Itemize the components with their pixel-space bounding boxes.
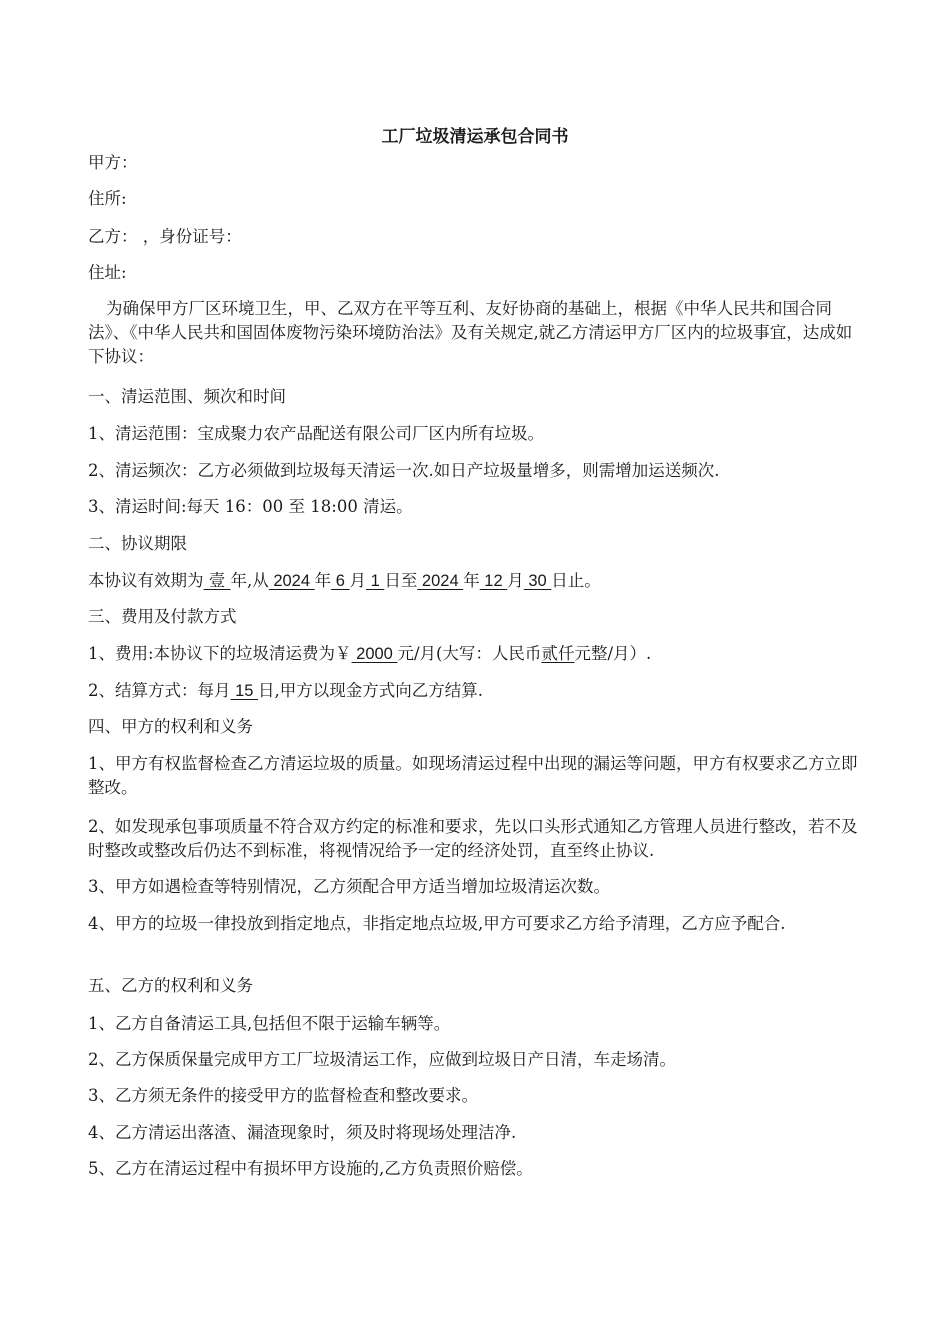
settlement-suffix: 日,甲方以现金方式向乙方结算.	[258, 681, 484, 700]
section-4-item-1: 1、甲方有权监督检查乙方清运垃圾的质量。如现场清运过程中出现的漏运等问题，甲方有权要求乙方立即整改。	[88, 754, 858, 797]
year-label-1: 年	[314, 571, 332, 590]
intro-paragraph: 为确保甲方厂区环境卫生，甲、乙双方在平等互利、友好协商的基础上，根据《中华人民共和国合同法》、《中华人民共和国固体废物污染环境防治法》及有关规定,就乙方清运甲方厂区内的垃圾事宜，达成如下协议：	[88, 299, 853, 366]
section-4-item-3: 3、甲方如遇检查等特别情况，乙方须配合甲方适当增加垃圾清运次数。	[88, 877, 610, 896]
term-years: 壹	[203, 571, 231, 590]
section-4-item-4: 4、甲方的垃圾一律投放到指定地点，非指定地点垃圾,甲方可要求乙方给予清理，乙方应予配合.	[88, 914, 786, 933]
section-1-item-3: 3、清运时间:每天 16：00 至 18:00 清运。	[88, 497, 413, 516]
start-month: 6	[331, 572, 350, 590]
section-1-item-2: 2、清运频次：乙方必须做到垃圾每天清运一次.如日产垃圾量增多，则需增加运送频次.	[88, 461, 720, 480]
section-3-heading: 三、费用及付款方式	[88, 607, 237, 626]
settlement-prefix: 2、结算方式：每月	[88, 681, 231, 700]
term-line	[88, 570, 868, 592]
term-prefix: 本协议有效期为	[88, 571, 204, 590]
section-5-item-3: 3、乙方须无条件的接受甲方的监督检查和整改要求。	[88, 1086, 478, 1105]
fee-amount: 2000	[351, 645, 398, 663]
end-day: 30	[523, 572, 552, 590]
end-month: 12	[479, 572, 508, 590]
fee-middle: 元/月(大写：人民币	[397, 644, 542, 663]
fee-amount-words: 贰仟	[541, 644, 575, 663]
fee-suffix: 元整/月）.	[574, 644, 652, 663]
fee-line	[88, 643, 868, 665]
section-2-heading: 二、协议期限	[88, 534, 187, 553]
party-b-label: 乙方： ，身份证号：	[88, 227, 242, 246]
settlement-day: 15	[230, 682, 259, 700]
party-a-address: 住所:	[88, 189, 127, 208]
day-label-1: 日至	[384, 571, 418, 590]
start-day: 1	[365, 572, 385, 590]
party-a-label: 甲方：	[88, 153, 138, 172]
section-4-heading: 四、甲方的权利和义务	[88, 717, 253, 736]
section-1-heading: 一、清运范围、频次和时间	[88, 387, 286, 406]
party-b-address: 住址:	[88, 263, 127, 282]
month-label-1: 月	[349, 571, 366, 590]
document-title: 工厂垃圾清运承包合同书	[381, 127, 569, 147]
year-label-2: 年	[463, 571, 480, 590]
day-label-2: 日止。	[551, 571, 601, 590]
section-5-item-5: 5、乙方在清运过程中有损坏甲方设施的,乙方负责照价赔偿。	[88, 1159, 533, 1178]
term-from: 年,从	[230, 571, 269, 590]
month-label-2: 月	[507, 571, 524, 590]
settlement-line	[88, 680, 868, 702]
end-year: 2024	[417, 572, 464, 590]
section-5-item-2: 2、乙方保质保量完成甲方工厂垃圾清运工作，应做到垃圾日产日清，车走场清。	[88, 1050, 676, 1069]
fee-prefix: 1、费用:本协议下的垃圾清运费为￥	[88, 644, 352, 663]
section-1-item-1: 1、清运范围：宝成聚力农产品配送有限公司厂区内所有垃圾。	[88, 424, 544, 443]
section-4-item-2: 2、如发现承包事项质量不符合双方约定的标准和要求，先以口头形式通知乙方管理人员进行整改，若不及时整改或整改后仍达不到标准，将视情况给予一定的经济处罚，直至终止协议.	[88, 817, 858, 860]
section-5-heading: 五、乙方的权利和义务	[88, 976, 253, 995]
start-year: 2024	[268, 572, 315, 590]
section-5-item-1: 1、乙方自备清运工具,包括但不限于运输车辆等。	[88, 1014, 451, 1033]
section-5-item-4: 4、乙方清运出落渣、漏渣现象时，须及时将现场处理洁净.	[88, 1123, 517, 1142]
